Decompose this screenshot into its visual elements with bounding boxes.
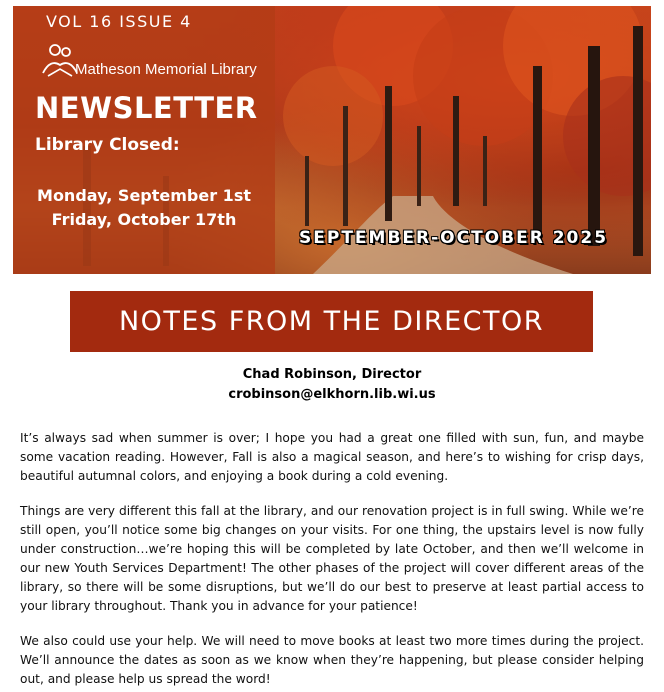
header-banner: [13, 6, 651, 274]
paragraph: We also could use your help. We will need to move books at least two more times during the project. We’ll announce the dates as soon as we know when they’re happening, but please consider helping out, and please help us spread the word!: [20, 634, 644, 686]
closed-date: Friday, October 17th: [51, 210, 237, 229]
paragraph: Things are very different this fall at the library, and our renovation project is in full swing. While we’re still open, you’ll notice some big changes on your visits. For one thing, the upstairs level is now fully under construction…we’re hoping this will be completed by late October, and then we’ll welcome in our new Youth Services Department! The other phases of the project will cover different areas of the library, so there will be some disruptions, but we’ll do our best to preserve at least partial access to your library throughout. Thank you in advance for your patience!: [20, 504, 644, 613]
newsletter-title: NEWSLETTER: [35, 91, 258, 125]
library-name: Matheson Memorial Library: [75, 61, 257, 78]
closed-label: Library Closed:: [35, 135, 180, 155]
section-heading: NOTES FROM THE DIRECTOR: [70, 291, 593, 352]
closed-date: Monday, September 1st: [37, 186, 251, 205]
paragraph: It’s always sad when summer is over; I hope you had a great one filled with sun, fun, and maybe some vacation reading. However, Fall is also a magical season, and here’s to wishing for crisp days, beautiful autumnal colors, and enjoying a book during a cold evening.: [20, 431, 644, 483]
volume-issue: VOL 16 ISSUE 4: [46, 12, 192, 31]
closed-dates: [13, 184, 275, 232]
director-info: [0, 365, 664, 405]
director-email[interactable]: crobinson@elkhorn.lib.wi.us: [228, 387, 436, 402]
library-logo-icon: [40, 43, 80, 77]
director-name: Chad Robinson, Director: [242, 367, 422, 382]
issue-date: SEPTEMBER-OCTOBER 2025: [299, 228, 609, 248]
